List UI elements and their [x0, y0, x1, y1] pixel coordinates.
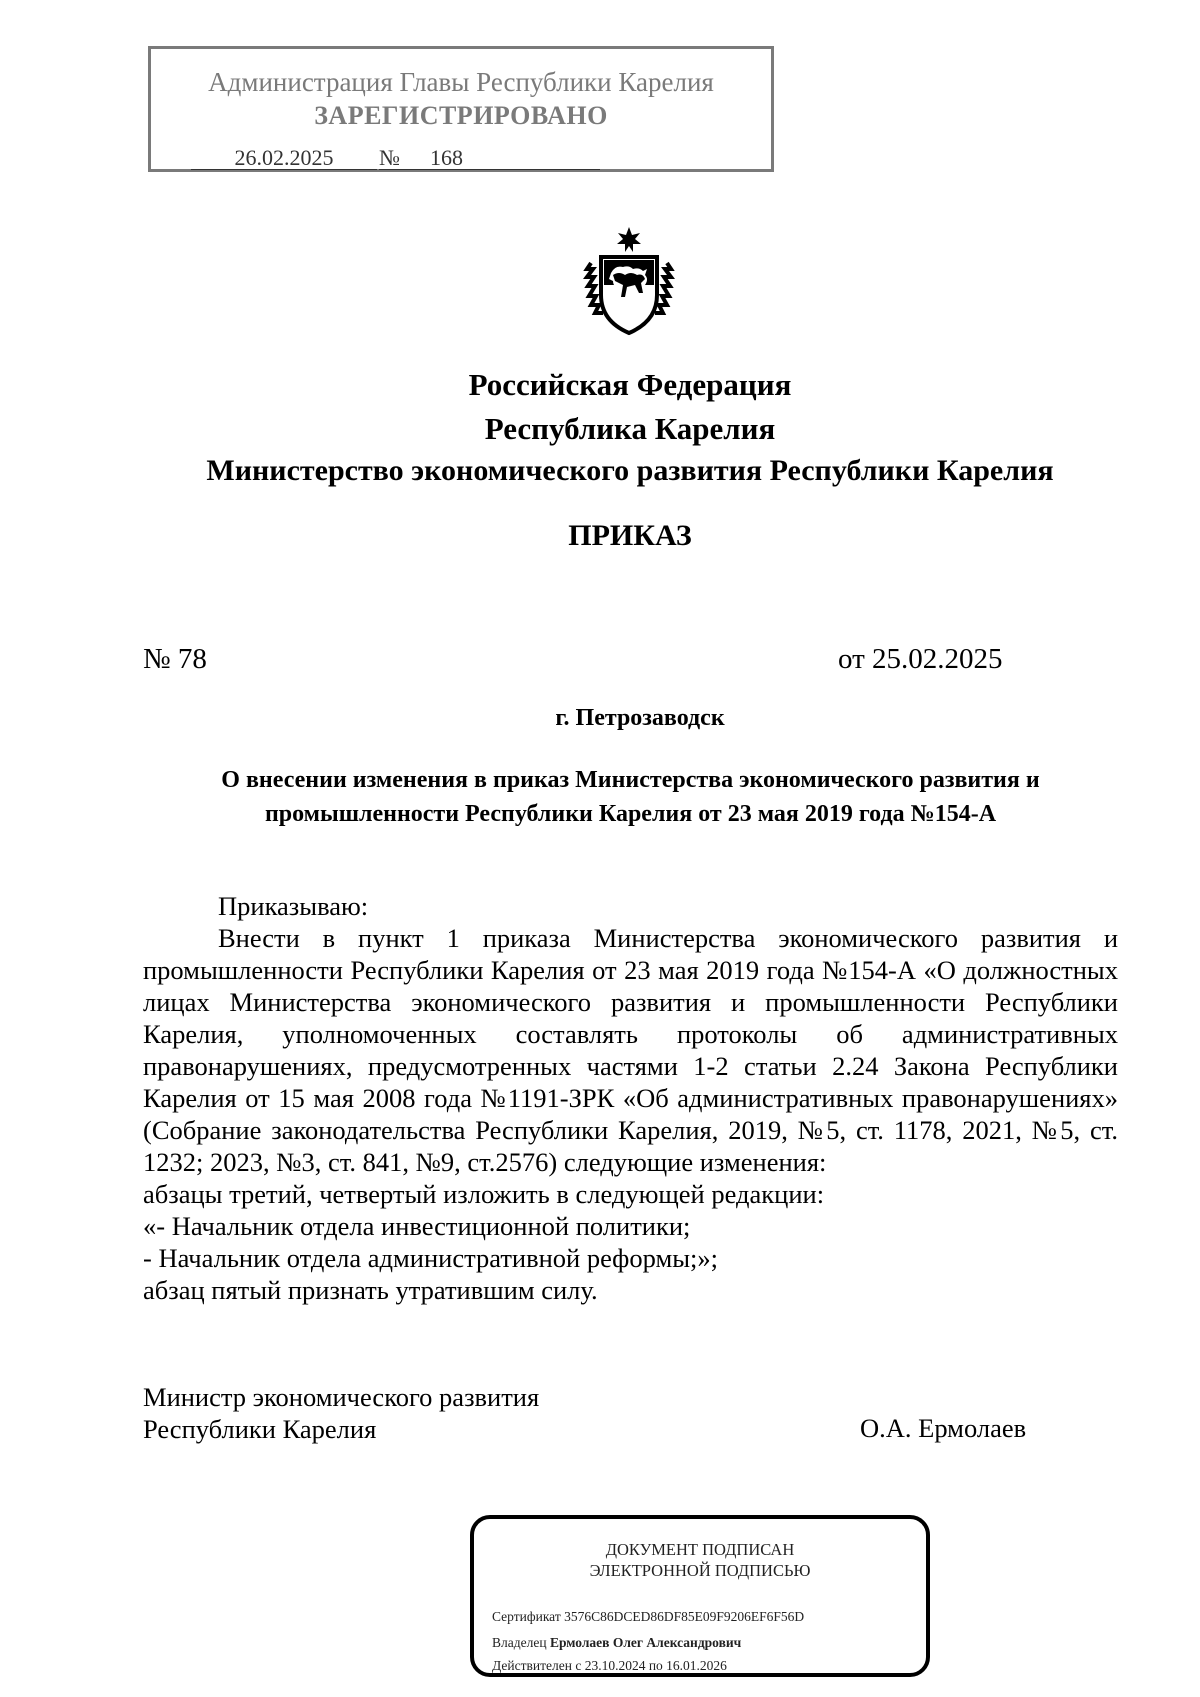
document-type-heading: ПРИКАЗ [568, 519, 692, 552]
body-paragraph-item1: «- Начальник отдела инвестиционной политики; [143, 1211, 691, 1241]
ministry-heading: Министерство экономического развития Республики Карелия [206, 454, 1054, 487]
registration-stamp [148, 46, 774, 172]
order-subject [143, 763, 1118, 831]
order-subject-line2: промышленности Республики Карелия от 23 мая 2019 года №154-А [264, 801, 997, 827]
signatory-name: О.А. Ермолаев [860, 1413, 1027, 1443]
coat-of-arms-icon [583, 225, 675, 340]
esig-title [474, 1539, 926, 1581]
electronic-signature-stamp [470, 1515, 930, 1677]
order-number: № 78 [143, 643, 207, 675]
esig-valid-to: 16.01.2026 [666, 1658, 727, 1673]
signatory-title-line1: Министр экономического развития [143, 1382, 540, 1412]
body-paragraph-change: абзацы третий, четвертый изложить в следующей редакции: [143, 1179, 825, 1209]
registration-date: 26.02.2025 [191, 147, 377, 170]
registration-number: 168 [400, 147, 600, 170]
order-body [143, 890, 1118, 1306]
order-date: от 25.02.2025 [838, 643, 1003, 675]
registration-status: ЗАРЕГИСТРИРОВАНО [314, 101, 608, 130]
body-paragraph-order: Приказываю: [218, 891, 369, 921]
registration-authority: Администрация Главы Республики Карелия [208, 67, 714, 97]
esig-valid-from-label: с [575, 1658, 582, 1673]
esig-owner-label: Владелец [492, 1635, 547, 1650]
esig-valid-label: Действителен [492, 1658, 572, 1673]
esig-cert-label: Сертификат [492, 1609, 561, 1624]
body-paragraph-repeal: абзац пятый признать утратившим силу. [143, 1275, 598, 1305]
body-paragraph-main: Внести в пункт 1 приказа Министерства экономического развития и промышленности Республики Карелия от 23 мая 2019 года №154-А «О должностных лицах Министерства экономического развития и промышленности Республики Карелия, уполномоченных составлять протоколы об административных правонарушениях, предусмотренных частями 1-2 статьи 2.24 Закона Республики Карелия от 15 мая 2008 года №1191-ЗРК «Об административных правонарушениях» (Собрание законодательства Республики Карелия, 2019, №5, ст. 1178, 2021, №5, ст. 1232; 2023, №3, ст. 841, №9, ст.2576) следующие изменения: [143, 923, 1118, 1177]
esig-valid-from: 23.10.2024 [584, 1658, 646, 1673]
esig-certificate [492, 1609, 804, 1625]
registration-details [191, 145, 600, 171]
esig-validity [492, 1658, 727, 1674]
order-city: г. Петрозаводск [555, 705, 725, 731]
esig-valid-to-label: по [648, 1658, 663, 1673]
esig-title-line2: ЭЛЕКТРОННОЙ ПОДПИСЬЮ [589, 1561, 811, 1580]
esig-title-line1: ДОКУМЕНТ ПОДПИСАН [605, 1540, 795, 1559]
registration-number-label: № [379, 145, 400, 170]
esig-owner [492, 1635, 741, 1651]
esig-cert-value: 3576C86DCED86DF85E09F9206EF6F56D [564, 1609, 805, 1624]
republic-heading: Республика Карелия [484, 411, 776, 446]
signatory-title-line2: Республики Карелия [143, 1414, 377, 1444]
body-paragraph-item2: - Начальник отдела административной реформы;»; [143, 1243, 718, 1273]
esig-owner-value: Ермолаев Олег Александрович [549, 1635, 742, 1650]
country-heading: Российская Федерация [468, 367, 792, 402]
signatory-title [143, 1381, 539, 1445]
order-subject-line1: О внесении изменения в приказ Министерства экономического развития и [221, 767, 1040, 793]
